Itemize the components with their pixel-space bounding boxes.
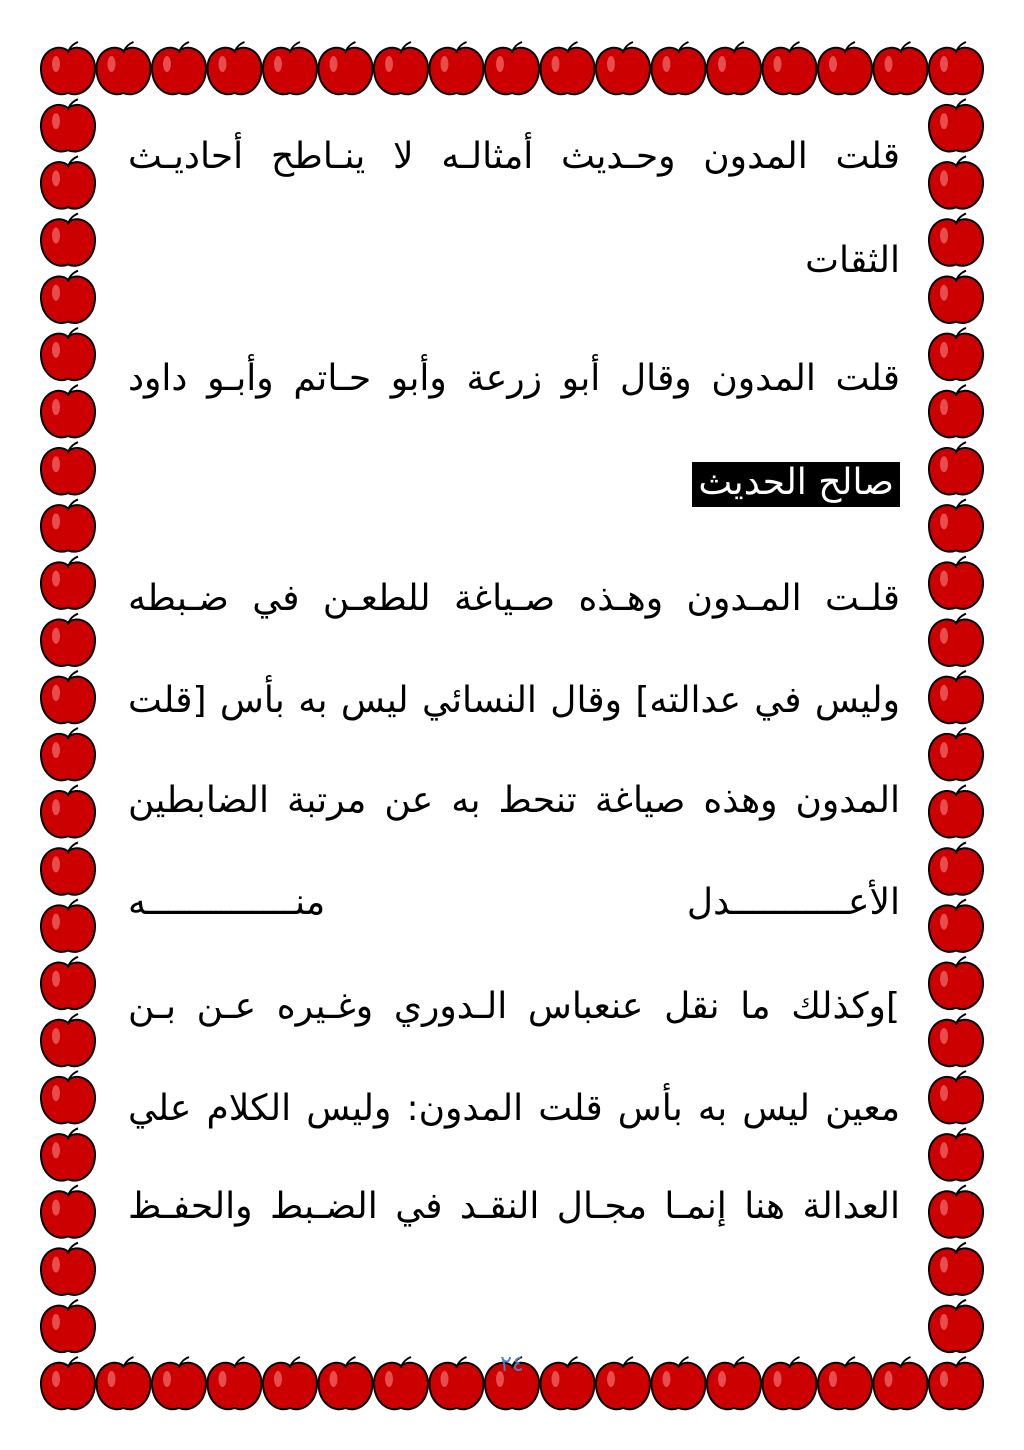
apple-icon xyxy=(929,271,983,323)
apple-icon xyxy=(929,442,983,494)
apple-icon xyxy=(929,1357,983,1409)
apple-icon xyxy=(929,1128,983,1180)
apple-icon xyxy=(929,957,983,1009)
apple-icon xyxy=(41,1357,95,1409)
apple-icon xyxy=(41,900,95,952)
text-line-6: وليس في عدالته] وقال النسائي ليس به بأس [قلت xyxy=(128,680,900,721)
apple-icon xyxy=(929,99,983,151)
apple-icon xyxy=(41,328,95,380)
apple-icon xyxy=(41,785,95,837)
text-line-1: قلت المدون وحـديث أمثالـه لا ينـاطح أحاديـث xyxy=(128,136,900,177)
apple-icon xyxy=(929,156,983,208)
apple-icon xyxy=(929,671,983,723)
apple-icon xyxy=(929,499,983,551)
text-line-9: ]وكذلك ما نقل عنعباس الـدوري وغـيره عـن بـن xyxy=(128,986,900,1027)
apple-icon xyxy=(929,1071,983,1123)
apple-icon xyxy=(929,1243,983,1295)
apple-icon xyxy=(41,442,95,494)
apple-icon xyxy=(929,1014,983,1066)
apple-icon xyxy=(929,728,983,780)
apple-icon xyxy=(41,1243,95,1295)
text-line-3: قلت المدون وقال أبو زرعة وأبو حـاتم وأبـو داود xyxy=(128,358,900,399)
apple-icon xyxy=(41,499,95,551)
apple-icon xyxy=(41,214,95,266)
apple-icon xyxy=(929,214,983,266)
apple-icon xyxy=(929,1185,983,1237)
apple-icon xyxy=(41,1128,95,1180)
apple-icon xyxy=(41,385,95,437)
apple-icon xyxy=(41,671,95,723)
apple-icon xyxy=(41,957,95,1009)
apple-icon xyxy=(41,842,95,894)
apple-icon xyxy=(41,1014,95,1066)
apple-icon xyxy=(41,1185,95,1237)
apple-icon xyxy=(929,785,983,837)
apple-icon xyxy=(41,156,95,208)
apple-icon xyxy=(41,728,95,780)
apple-icon xyxy=(929,328,983,380)
apple-icon xyxy=(41,614,95,666)
text-line-4-heading xyxy=(692,458,900,508)
text-line-2: الثقات xyxy=(805,240,900,281)
text-line-11: العدالة هنا إنمـا مجـال النقـد في الضـبط والحفـظ xyxy=(128,1186,900,1227)
apple-icon xyxy=(929,1300,983,1352)
apple-icon xyxy=(929,900,983,952)
page-number: ٢٤ xyxy=(500,1352,524,1377)
apple-icon xyxy=(41,99,95,151)
page-text-block xyxy=(128,0,900,1450)
apple-icon xyxy=(41,1071,95,1123)
highlighted-heading: صالح الحديث xyxy=(692,462,900,507)
text-line-8: الأعـــــــــــدل منــــــــــــــه xyxy=(128,882,900,923)
apple-icon xyxy=(41,557,95,609)
text-line-10: معين ليس به بأس قلت المدون: وليس الكلام علي xyxy=(128,1088,900,1129)
apple-icon xyxy=(929,614,983,666)
apple-icon xyxy=(41,1300,95,1352)
apple-icon xyxy=(41,42,95,94)
apple-icon xyxy=(929,385,983,437)
apple-icon xyxy=(929,42,983,94)
text-line-5: قلـت المـدون وهـذه صـياغة للطعـن في ضـبطه xyxy=(128,578,900,619)
text-line-7: المدون وهذه صياغة تنحط به عن مرتبة الضابطين xyxy=(128,780,900,821)
apple-icon xyxy=(41,271,95,323)
apple-icon xyxy=(929,842,983,894)
apple-icon xyxy=(929,557,983,609)
